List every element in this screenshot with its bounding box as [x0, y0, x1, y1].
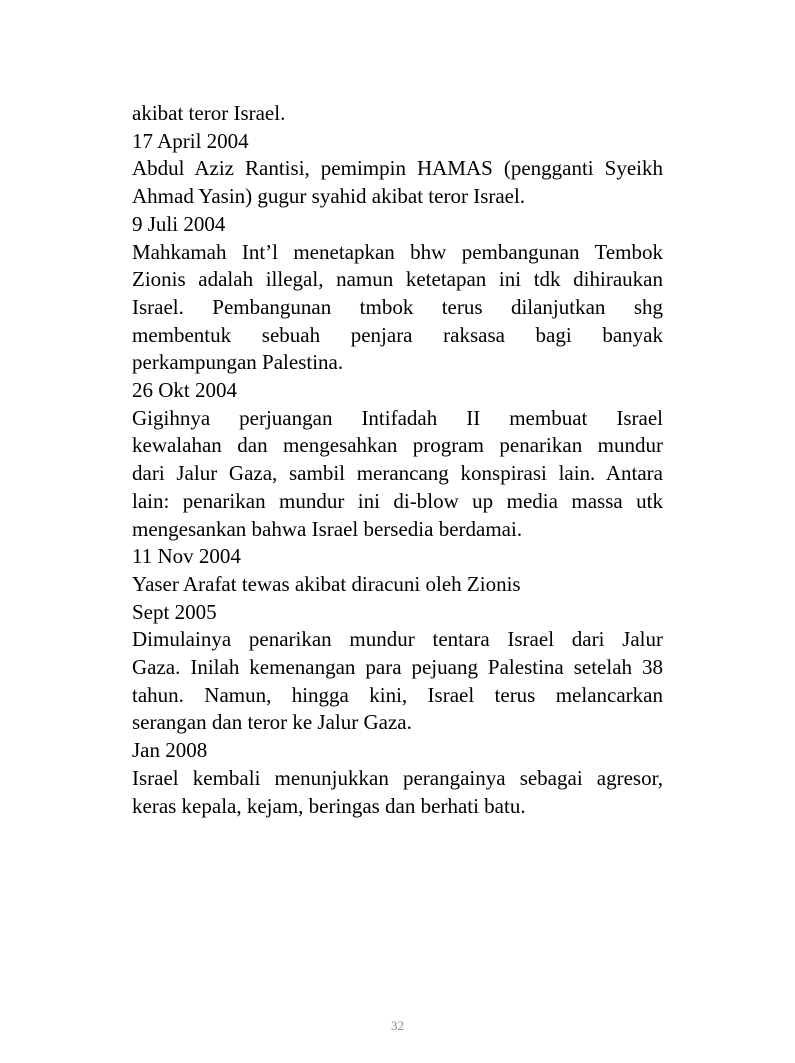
text-line: dari Jalur Gaza, sambil merancang konspirasi lain. Antara [132, 461, 663, 486]
text-line: Abdul Aziz Rantisi, pemimpin HAMAS (pengganti Syeikh [132, 156, 663, 181]
text-line: Mahkamah Int’l menetapkan bhw pembangunan Tembok [132, 239, 663, 264]
text-line: Zionis adalah illegal, namun ketetapan ini tdk dihiraukan [132, 267, 663, 292]
document-body [132, 100, 663, 820]
page-number: 32 [391, 1018, 404, 1033]
text-line: Yaser Arafat tewas akibat diracuni oleh Zionis [132, 571, 521, 596]
text-line: Ahmad Yasin) gugur syahid akibat teror Israel. [132, 184, 526, 209]
text-line: Gigihnya perjuangan Intifadah II membuat Israel [132, 405, 663, 430]
text-line: Israel kembali menunjukkan perangainya sebagai agresor, [132, 765, 663, 790]
text-line: mengesankan bahwa Israel bersedia berdamai. [132, 516, 523, 541]
date-heading: 26 Okt 2004 [132, 378, 237, 403]
text-line: Israel. Pembangunan tmbok terus dilanjutkan shg [132, 294, 663, 319]
date-heading: 11 Nov 2004 [132, 544, 241, 569]
text-line: membentuk sebuah penjara raksasa bagi banyak [132, 322, 663, 347]
text-line: akibat teror Israel. [132, 101, 286, 125]
date-heading: 17 April 2004 [132, 128, 249, 153]
text-line: Dimulainya penarikan mundur tentara Israel dari Jalur [132, 627, 663, 652]
text-line: kewalahan dan mengesahkan program penarikan mundur [132, 433, 663, 458]
date-heading: Sept 2005 [132, 599, 217, 624]
date-heading: 9 Juli 2004 [132, 211, 226, 236]
text-line: serangan dan teror ke Jalur Gaza. [132, 710, 412, 735]
date-heading: Jan 2008 [132, 738, 208, 763]
text-line: tahun. Namun, hingga kini, Israel terus melancarkan [132, 682, 663, 707]
text-line: lain: penarikan mundur ini di-blow up media massa utk [132, 488, 663, 513]
text-line: keras kepala, kejam, beringas dan berhati batu. [132, 793, 526, 818]
text-line: Gaza. Inilah kemenangan para pejuang Palestina setelah 38 [132, 655, 663, 680]
text-line: perkampungan Palestina. [132, 350, 344, 375]
